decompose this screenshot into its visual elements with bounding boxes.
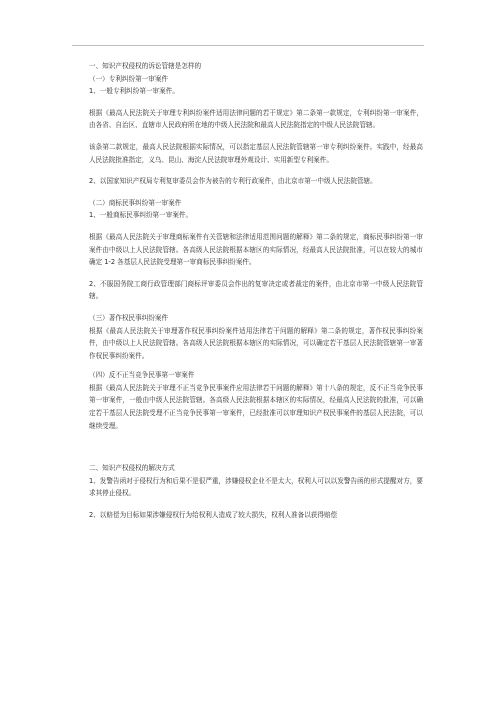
list-item: 2、不服国务院工商行政管理部门商标评审委员会作出的复审决定或者裁定的案件，由北京市第一中级人民法院管辖。 — [89, 279, 423, 301]
paragraph: 根据《最高人民法院关于审理商标案件有关管辖和法律适用范围问题的解释》第二条的规定，商标民事纠纷第一审案件由中级以上人民法院管辖。各高级人民法院根据本辖区的实际情况，经最高人民法院批准，可以在较大的城市确定 1-2 各基层人民法院受理第一审商标民事纠纷案件。 — [89, 232, 423, 267]
paragraph: 根据《最高人民法院关于审理不正当竞争民事案件应用法律若干问题的解释》第十八条的规定，反不正当竞争民事第一审案件，一般由中级人民法院管辖。各高级人民法院根据本辖区的实际情况，经最高人民法院的批准，可以确定若干基层人民法院受理不正当竞争民事第一审案件，已经批准可以审理知识产权民事案件的基层人民法院，可以继续受理。 — [89, 383, 423, 430]
section-heading: 二、知识产权侵权的解决方式 — [89, 464, 175, 473]
section-heading: 一、知识产权侵权的诉讼管辖是怎样的 — [89, 62, 202, 70]
subsection-heading: （二）商标民事纠纷第一审案件 — [89, 198, 182, 207]
list-item: 1、发警告函对于侵权行为和后果不是很严重，涉嫌侵权企业不是太大，权利人可以以发警告函的形式提醒对方，要求其停止侵权。 — [89, 476, 423, 498]
document-body — [89, 60, 423, 522]
list-item: 2、以国家知识产权局专利复审委员会作为被告的专利行政案件，由北京市第一中级人民法院管辖。 — [89, 177, 377, 186]
subsection-heading: （四）反不正当竞争民事第一审案件 — [89, 371, 195, 380]
list-item: 1、一般专利纠纷第一审案件。 — [89, 87, 179, 96]
paragraph: 根据《最高人民法院关于审理著作权民事纠纷案件适用法律若干问题的解释》第二条的规定，著作权民事纠纷案件，由中级以上人民法院管辖。各高级人民法院根据本辖区的实际情况，可以确定若干基层人民法院管辖第一审著作权民事纠纷案件。 — [89, 326, 423, 360]
paragraph: 该条第二款规定，最高人民法院根据实际情况，可以指定基层人民法院管辖第一审专利纠纷案件。实践中，经最高人民法院批准指定，义乌、昆山、海淀人民法院审理外观设计、实用新型专利案件。 — [89, 142, 423, 164]
subsection-heading: （一）专利纠纷第一审案件 — [89, 74, 169, 83]
list-item: 1、一般商标民事纠纷第一审案件。 — [89, 211, 193, 220]
list-item: 2、以赔偿为目标如果涉嫌侵权行为给权利人造成了较大损失，权利人准备以获得赔偿 — [89, 511, 338, 520]
paragraph: 根据《最高人民法院关于审理专利纠纷案件适用法律问题的若干规定》第二条第一款规定，专利纠纷第一审案件，由各省、自治区、直辖市人民政府所在地的中级人民法院和最高人民法院指定的中级人民法院管辖。 — [89, 108, 423, 130]
header-divider — [72, 45, 424, 46]
subsection-heading: （三）著作权民事纠纷案件 — [89, 313, 169, 322]
